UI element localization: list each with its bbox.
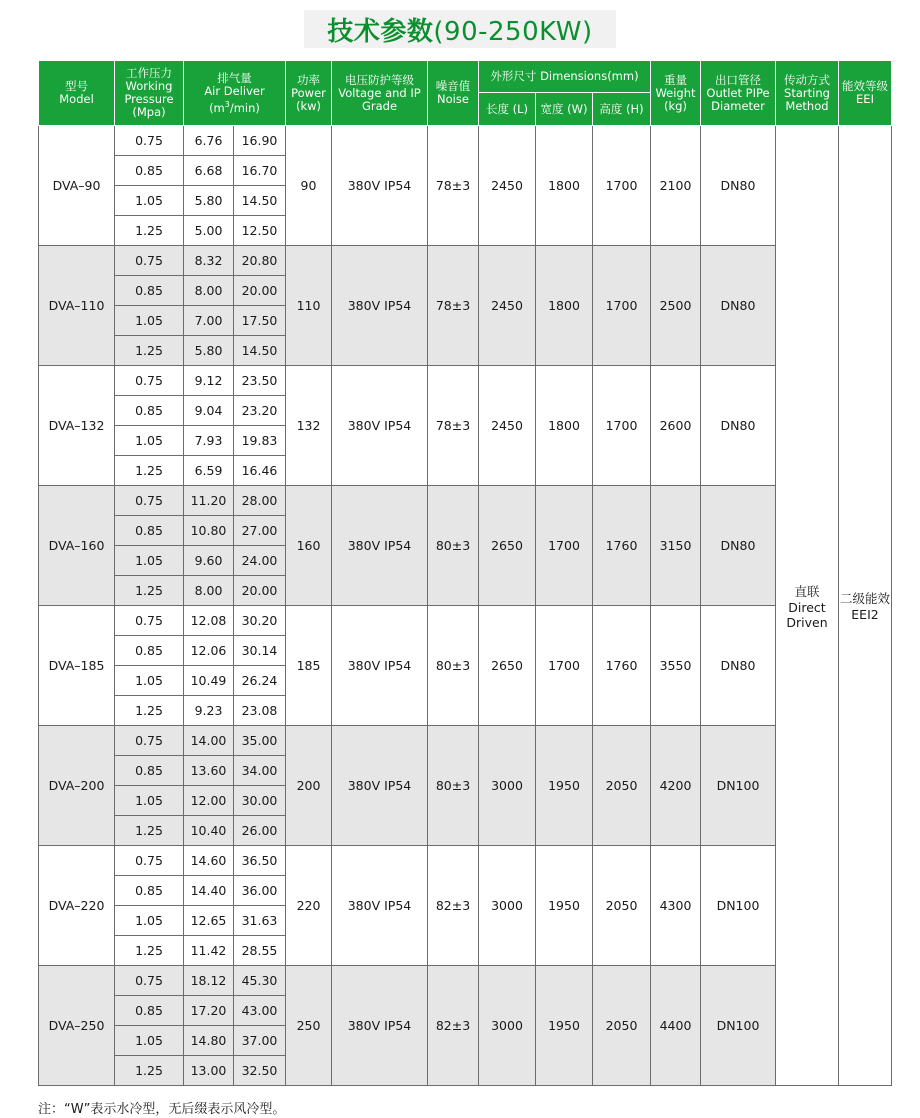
air-deliver-cell: 19.83: [234, 426, 286, 456]
air-deliver-cell: 28.00: [234, 486, 286, 516]
pressure-cell: 0.75: [115, 846, 184, 876]
pressure-cell: 1.25: [115, 576, 184, 606]
noise-cell: 80±3: [428, 726, 479, 846]
air-deliver-cell: 23.20: [234, 396, 286, 426]
noise-cell: 80±3: [428, 606, 479, 726]
header-air-en: Air Deliver: [204, 83, 265, 98]
power-cell: 200: [286, 726, 332, 846]
weight-cell: 4400: [651, 966, 701, 1086]
header-air-unit-sup: 3: [224, 99, 230, 109]
air-deliver-cell: 14.50: [234, 336, 286, 366]
air-deliver-cell: 6.68: [184, 156, 234, 186]
air-deliver-cell: 43.00: [234, 996, 286, 1026]
table-row: [39, 126, 892, 156]
eei-text: EEI2: [851, 607, 879, 622]
air-deliver-cell: 16.70: [234, 156, 286, 186]
pressure-cell: 1.25: [115, 696, 184, 726]
voltage-cell: 380V IP54: [332, 606, 428, 726]
footnote: 注：“W”表示水冷型，无后缀表示风冷型。: [38, 1102, 286, 1117]
air-deliver-cell: 14.00: [184, 726, 234, 756]
pressure-cell: 0.85: [115, 156, 184, 186]
page-title-main: 技术参数: [327, 16, 434, 47]
model-cell: DVA–200: [39, 726, 115, 846]
air-deliver-cell: 36.00: [234, 876, 286, 906]
header-voltage-en1: Voltage and IP: [338, 85, 421, 100]
weight-cell: 3550: [651, 606, 701, 726]
header-noise: [428, 61, 479, 126]
starting-method-text: 直联: [794, 583, 820, 599]
air-deliver-cell: 23.08: [234, 696, 286, 726]
header-air-unit-post: /min): [229, 100, 260, 115]
power-cell: 132: [286, 366, 332, 486]
air-deliver-cell: 30.00: [234, 786, 286, 816]
air-deliver-cell: 8.00: [184, 576, 234, 606]
header-voltage: [332, 61, 428, 126]
pressure-cell: 0.85: [115, 396, 184, 426]
pressure-cell: 0.85: [115, 276, 184, 306]
header-weight-unit: (kg): [664, 98, 687, 113]
weight-cell: 2600: [651, 366, 701, 486]
header-model-en: Model: [59, 92, 94, 106]
height-cell: 1700: [593, 366, 651, 486]
air-deliver-cell: 18.12: [184, 966, 234, 996]
air-deliver-cell: 28.55: [234, 936, 286, 966]
model-cell: DVA–132: [39, 366, 115, 486]
header-outlet-en1: Outlet PIPe: [706, 85, 770, 100]
table-row: [39, 486, 892, 516]
air-deliver-cell: 14.80: [184, 1026, 234, 1056]
height-cell: 1700: [593, 126, 651, 246]
outlet-cell: DN100: [701, 846, 776, 966]
width-cell: 1800: [536, 246, 593, 366]
header-pressure-en1: Working: [125, 79, 173, 93]
pressure-cell: 0.75: [115, 366, 184, 396]
header-weight-en: Weight: [655, 85, 696, 100]
pressure-cell: 1.05: [115, 666, 184, 696]
voltage-cell: 380V IP54: [332, 366, 428, 486]
starting-method-cell: [776, 126, 839, 1086]
page-title-range: (90-250KW): [433, 16, 593, 47]
air-deliver-cell: 12.08: [184, 606, 234, 636]
width-cell: 1950: [536, 846, 593, 966]
pressure-cell: 0.85: [115, 636, 184, 666]
header-length: 长度 (L): [479, 93, 536, 126]
pressure-cell: 0.75: [115, 966, 184, 996]
pressure-cell: 1.05: [115, 906, 184, 936]
header-width: 宽度 (W): [536, 93, 593, 126]
table-row: [39, 726, 892, 756]
outlet-cell: DN80: [701, 486, 776, 606]
table-row: [39, 966, 892, 996]
length-cell: 2650: [479, 606, 536, 726]
header-starting-cn: 传动方式: [784, 72, 830, 87]
air-deliver-cell: 13.00: [184, 1056, 234, 1086]
height-cell: 1700: [593, 246, 651, 366]
header-dimensions: 外形尺寸 Dimensions(mm): [479, 61, 651, 93]
weight-cell: 4300: [651, 846, 701, 966]
air-deliver-cell: 31.63: [234, 906, 286, 936]
pressure-cell: 1.05: [115, 306, 184, 336]
power-cell: 185: [286, 606, 332, 726]
noise-cell: 82±3: [428, 966, 479, 1086]
height-cell: 2050: [593, 846, 651, 966]
header-air-cn: 排气量: [217, 70, 252, 85]
header-pressure-unit: (Mpa): [132, 105, 166, 119]
air-deliver-cell: 12.06: [184, 636, 234, 666]
noise-cell: 78±3: [428, 366, 479, 486]
noise-cell: 80±3: [428, 486, 479, 606]
header-pressure-cn: 工作压力: [126, 66, 172, 80]
air-deliver-cell: 10.49: [184, 666, 234, 696]
air-deliver-cell: 6.76: [184, 126, 234, 156]
air-deliver-cell: 16.90: [234, 126, 286, 156]
table-row: [39, 366, 892, 396]
width-cell: 1800: [536, 366, 593, 486]
page-title: [327, 11, 592, 48]
air-deliver-cell: 5.00: [184, 216, 234, 246]
header-voltage-cn: 电压防护等级: [345, 72, 414, 87]
pressure-cell: 1.05: [115, 546, 184, 576]
header-noise-en: Noise: [437, 92, 469, 106]
air-deliver-cell: 10.40: [184, 816, 234, 846]
air-deliver-cell: 13.60: [184, 756, 234, 786]
model-cell: DVA–110: [39, 246, 115, 366]
voltage-cell: 380V IP54: [332, 726, 428, 846]
air-deliver-cell: 37.00: [234, 1026, 286, 1056]
pressure-cell: 0.85: [115, 876, 184, 906]
height-cell: 2050: [593, 966, 651, 1086]
header-power-en: Power: [291, 85, 326, 100]
header-outlet: [701, 61, 776, 126]
air-deliver-cell: 17.20: [184, 996, 234, 1026]
noise-cell: 78±3: [428, 126, 479, 246]
power-cell: 160: [286, 486, 332, 606]
header-power-cn: 功率: [297, 72, 320, 87]
length-cell: 2450: [479, 246, 536, 366]
air-deliver-cell: 11.20: [184, 486, 234, 516]
air-deliver-cell: 34.00: [234, 756, 286, 786]
air-deliver-cell: 20.00: [234, 576, 286, 606]
model-cell: DVA–160: [39, 486, 115, 606]
pressure-cell: 1.25: [115, 456, 184, 486]
power-cell: 90: [286, 126, 332, 246]
air-deliver-cell: 27.00: [234, 516, 286, 546]
weight-cell: 4200: [651, 726, 701, 846]
outlet-cell: DN80: [701, 126, 776, 246]
air-deliver-cell: 14.60: [184, 846, 234, 876]
outlet-cell: DN80: [701, 246, 776, 366]
header-power-unit: (kw): [295, 98, 322, 113]
air-deliver-cell: 14.40: [184, 876, 234, 906]
air-deliver-cell: 12.50: [234, 216, 286, 246]
air-deliver-cell: 6.59: [184, 456, 234, 486]
header-air-deliver: [184, 61, 286, 126]
table-row: [39, 246, 892, 276]
eei-text: 二级能效: [839, 591, 890, 606]
air-deliver-cell: 20.00: [234, 276, 286, 306]
air-deliver-cell: 11.42: [184, 936, 234, 966]
pressure-cell: 1.05: [115, 426, 184, 456]
air-deliver-cell: 9.23: [184, 696, 234, 726]
header-starting: [776, 61, 839, 126]
air-deliver-cell: 12.00: [184, 786, 234, 816]
header-weight-cn: 重量: [664, 72, 687, 87]
width-cell: 1950: [536, 966, 593, 1086]
noise-cell: 78±3: [428, 246, 479, 366]
table-row: [39, 846, 892, 876]
height-cell: 1760: [593, 606, 651, 726]
power-cell: 220: [286, 846, 332, 966]
air-deliver-cell: 8.32: [184, 246, 234, 276]
outlet-cell: DN100: [701, 966, 776, 1086]
air-deliver-cell: 8.00: [184, 276, 234, 306]
air-deliver-cell: 9.60: [184, 546, 234, 576]
air-deliver-cell: 16.46: [234, 456, 286, 486]
noise-cell: 82±3: [428, 846, 479, 966]
voltage-cell: 380V IP54: [332, 126, 428, 246]
power-cell: 110: [286, 246, 332, 366]
header-air-unit-pre: (m: [209, 100, 225, 115]
pressure-cell: 1.25: [115, 1056, 184, 1086]
spec-table-body: [39, 126, 892, 1086]
air-deliver-cell: 20.80: [234, 246, 286, 276]
pressure-cell: 1.05: [115, 186, 184, 216]
weight-cell: 3150: [651, 486, 701, 606]
air-deliver-cell: 45.30: [234, 966, 286, 996]
pressure-cell: 0.75: [115, 486, 184, 516]
width-cell: 1800: [536, 126, 593, 246]
header-starting-en1: Starting: [784, 85, 830, 100]
header-power: [286, 61, 332, 126]
header-model: [39, 61, 115, 126]
air-deliver-cell: 14.50: [234, 186, 286, 216]
voltage-cell: 380V IP54: [332, 846, 428, 966]
air-deliver-cell: 5.80: [184, 336, 234, 366]
air-deliver-cell: 26.00: [234, 816, 286, 846]
height-cell: 2050: [593, 726, 651, 846]
air-deliver-cell: 10.80: [184, 516, 234, 546]
header-eei: [839, 61, 892, 126]
width-cell: 1700: [536, 606, 593, 726]
air-deliver-cell: 17.50: [234, 306, 286, 336]
air-deliver-cell: 35.00: [234, 726, 286, 756]
length-cell: 3000: [479, 966, 536, 1086]
air-deliver-cell: 12.65: [184, 906, 234, 936]
air-deliver-cell: 36.50: [234, 846, 286, 876]
pressure-cell: 0.75: [115, 606, 184, 636]
pressure-cell: 1.25: [115, 936, 184, 966]
length-cell: 2650: [479, 486, 536, 606]
header-height: 高度 (H): [593, 93, 651, 126]
pressure-cell: 1.25: [115, 336, 184, 366]
header-outlet-en2: Diameter: [711, 98, 765, 113]
header-voltage-en2: Grade: [361, 98, 398, 113]
model-cell: DVA–90: [39, 126, 115, 246]
air-deliver-cell: 9.12: [184, 366, 234, 396]
weight-cell: 2500: [651, 246, 701, 366]
table-row: [39, 606, 892, 636]
pressure-cell: 1.05: [115, 786, 184, 816]
length-cell: 2450: [479, 366, 536, 486]
voltage-cell: 380V IP54: [332, 246, 428, 366]
pressure-cell: 1.25: [115, 816, 184, 846]
header-model-cn: 型号: [65, 79, 88, 93]
pressure-cell: 0.85: [115, 756, 184, 786]
header-noise-cn: 噪音值: [435, 79, 471, 93]
header-air-unit: [184, 98, 285, 115]
starting-method-text: Direct: [788, 599, 826, 615]
header-outlet-cn: 出口管径: [715, 72, 761, 87]
outlet-cell: DN100: [701, 726, 776, 846]
pressure-cell: 0.85: [115, 516, 184, 546]
pressure-cell: 0.75: [115, 246, 184, 276]
header-pressure: [115, 61, 184, 126]
air-deliver-cell: 7.00: [184, 306, 234, 336]
pressure-cell: 0.75: [115, 726, 184, 756]
air-deliver-cell: 9.04: [184, 396, 234, 426]
model-cell: DVA–220: [39, 846, 115, 966]
air-deliver-cell: 23.50: [234, 366, 286, 396]
width-cell: 1950: [536, 726, 593, 846]
length-cell: 2450: [479, 126, 536, 246]
air-deliver-cell: 30.14: [234, 636, 286, 666]
header-eei-en: EEI: [856, 92, 874, 106]
air-deliver-cell: 7.93: [184, 426, 234, 456]
pressure-cell: 1.25: [115, 216, 184, 246]
length-cell: 3000: [479, 846, 536, 966]
model-cell: DVA–185: [39, 606, 115, 726]
length-cell: 3000: [479, 726, 536, 846]
voltage-cell: 380V IP54: [332, 486, 428, 606]
header-eei-cn: 能效等级: [842, 79, 888, 93]
header-starting-en2: Method: [785, 98, 829, 113]
air-deliver-cell: 24.00: [234, 546, 286, 576]
height-cell: 1760: [593, 486, 651, 606]
outlet-cell: DN80: [701, 366, 776, 486]
title-banner: [304, 10, 616, 48]
voltage-cell: 380V IP54: [332, 966, 428, 1086]
header-weight: [651, 61, 701, 126]
air-deliver-cell: 26.24: [234, 666, 286, 696]
spec-table: [38, 60, 892, 1086]
air-deliver-cell: 32.50: [234, 1056, 286, 1086]
air-deliver-cell: 5.80: [184, 186, 234, 216]
pressure-cell: 0.85: [115, 996, 184, 1026]
air-deliver-cell: 30.20: [234, 606, 286, 636]
starting-method-text: Driven: [786, 614, 828, 630]
eei-cell: [839, 126, 892, 1086]
width-cell: 1700: [536, 486, 593, 606]
model-cell: DVA–250: [39, 966, 115, 1086]
weight-cell: 2100: [651, 126, 701, 246]
power-cell: 250: [286, 966, 332, 1086]
header-pressure-en2: Pressure: [124, 92, 174, 106]
outlet-cell: DN80: [701, 606, 776, 726]
pressure-cell: 0.75: [115, 126, 184, 156]
pressure-cell: 1.05: [115, 1026, 184, 1056]
